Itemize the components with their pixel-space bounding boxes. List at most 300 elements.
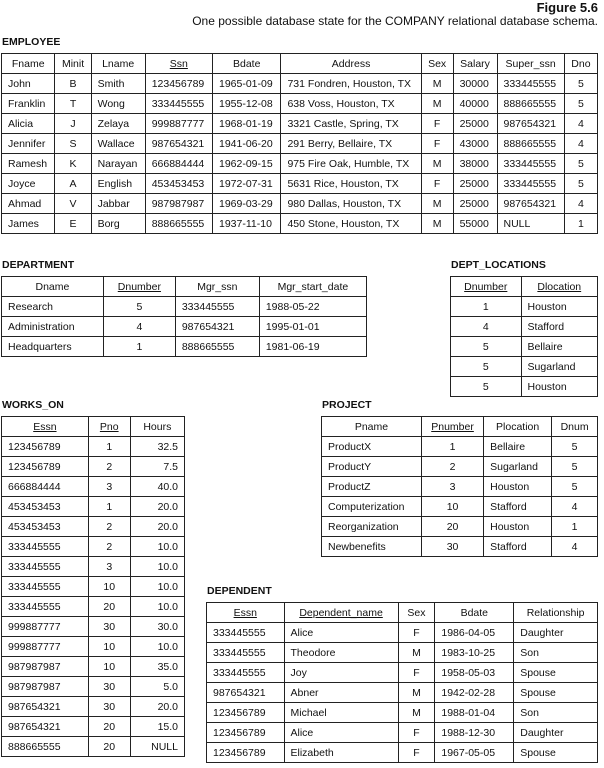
- project-table: [321, 416, 598, 557]
- table-cell: Daughter: [514, 723, 598, 743]
- table-cell: 10: [421, 497, 483, 517]
- table-cell: 30: [88, 697, 130, 717]
- table-cell: 1988-01-04: [435, 703, 514, 723]
- figure-caption: One possible database state for the COMPANY relational database schema.: [192, 14, 598, 28]
- table-row: [2, 174, 598, 194]
- table-cell: 333445555: [175, 297, 259, 317]
- table-cell: Stafford: [521, 317, 597, 337]
- table-row: [2, 94, 598, 114]
- table-cell: 10.0: [130, 577, 184, 597]
- table-row: [2, 537, 185, 557]
- table-cell: 5: [564, 74, 597, 94]
- table-cell: 731 Fondren, Houston, TX: [281, 74, 421, 94]
- table-cell: 987987987: [2, 657, 89, 677]
- table-cell: 987654321: [497, 114, 564, 134]
- column-header: Dno: [564, 54, 597, 74]
- table-cell: 5: [451, 377, 522, 397]
- table-cell: 123456789: [2, 437, 89, 457]
- table-cell: 333445555: [207, 663, 285, 683]
- table-cell: 25000: [453, 194, 497, 214]
- table-cell: 1981-06-19: [259, 337, 366, 357]
- table-cell: 975 Fire Oak, Humble, TX: [281, 154, 421, 174]
- table-cell: Spouse: [514, 663, 598, 683]
- table-cell: 5631 Rice, Houston, TX: [281, 174, 421, 194]
- column-header: Dname: [2, 277, 104, 297]
- table-row: [322, 457, 598, 477]
- table-cell: 1: [88, 437, 130, 457]
- table-cell: Headquarters: [2, 337, 104, 357]
- table-cell: 3: [421, 477, 483, 497]
- header-row: [2, 417, 185, 437]
- table-cell: M: [421, 154, 453, 174]
- table-cell: 25000: [453, 174, 497, 194]
- table-cell: M: [421, 194, 453, 214]
- table-cell: Alice: [284, 623, 398, 643]
- table-cell: 123456789: [145, 74, 212, 94]
- table-cell: 5: [564, 174, 597, 194]
- column-header: Dnumber: [103, 277, 175, 297]
- table-cell: 10.0: [130, 557, 184, 577]
- table-cell: ProductY: [322, 457, 422, 477]
- column-header: Pname: [322, 417, 422, 437]
- table-cell: Ahmad: [2, 194, 55, 214]
- table-cell: 987987987: [145, 194, 212, 214]
- table-cell: 10: [88, 637, 130, 657]
- table-cell: Elizabeth: [284, 743, 398, 763]
- table-cell: 333445555: [207, 623, 285, 643]
- table-cell: 1962-09-15: [212, 154, 280, 174]
- table-row: [451, 357, 598, 377]
- table-row: [2, 737, 185, 757]
- column-header: Pnumber: [421, 417, 483, 437]
- table-cell: 32.5: [130, 437, 184, 457]
- table-cell: Abner: [284, 683, 398, 703]
- table-cell: F: [421, 134, 453, 154]
- table-cell: English: [91, 174, 145, 194]
- table-cell: E: [55, 214, 91, 234]
- table-cell: Son: [514, 643, 598, 663]
- table-cell: Computerization: [322, 497, 422, 517]
- department-title: DEPARTMENT: [2, 259, 75, 271]
- table-cell: 888665555: [497, 134, 564, 154]
- table-cell: 333445555: [497, 154, 564, 174]
- column-header: Sex: [421, 54, 453, 74]
- table-cell: 987654321: [2, 717, 89, 737]
- column-header: Lname: [91, 54, 145, 74]
- table-cell: 638 Voss, Houston, TX: [281, 94, 421, 114]
- table-row: [2, 637, 185, 657]
- table-cell: F: [398, 743, 435, 763]
- table-cell: 4: [103, 317, 175, 337]
- table-cell: 1995-01-01: [259, 317, 366, 337]
- table-cell: A: [55, 174, 91, 194]
- table-cell: 1988-12-30: [435, 723, 514, 743]
- table-cell: 666884444: [2, 477, 89, 497]
- table-row: [322, 477, 598, 497]
- table-cell: 5: [552, 477, 598, 497]
- table-cell: 4: [552, 497, 598, 517]
- table-cell: 980 Dallas, Houston, TX: [281, 194, 421, 214]
- table-cell: 123456789: [207, 703, 285, 723]
- table-cell: 291 Berry, Bellaire, TX: [281, 134, 421, 154]
- table-cell: 4: [451, 317, 522, 337]
- table-cell: 888665555: [175, 337, 259, 357]
- table-cell: 20: [421, 517, 483, 537]
- column-header: Super_ssn: [497, 54, 564, 74]
- table-cell: 333445555: [497, 174, 564, 194]
- table-cell: Bellaire: [521, 337, 597, 357]
- table-cell: 20.0: [130, 497, 184, 517]
- table-row: [2, 557, 185, 577]
- table-cell: Houston: [484, 477, 552, 497]
- table-cell: Smith: [91, 74, 145, 94]
- table-cell: 2: [88, 537, 130, 557]
- table-cell: James: [2, 214, 55, 234]
- table-cell: 333445555: [2, 537, 89, 557]
- table-cell: Joyce: [2, 174, 55, 194]
- table-cell: 10.0: [130, 597, 184, 617]
- table-cell: 1968-01-19: [212, 114, 280, 134]
- column-header: Dependent_name: [284, 603, 398, 623]
- table-row: [2, 214, 598, 234]
- table-cell: 333445555: [207, 643, 285, 663]
- table-cell: 30: [88, 677, 130, 697]
- dept-locations-table: [450, 276, 598, 397]
- table-cell: 999887777: [2, 637, 89, 657]
- table-cell: Son: [514, 703, 598, 723]
- table-cell: 25000: [453, 114, 497, 134]
- table-cell: 666884444: [145, 154, 212, 174]
- table-cell: Franklin: [2, 94, 55, 114]
- table-cell: Daughter: [514, 623, 598, 643]
- table-row: [2, 134, 598, 154]
- table-cell: Houston: [484, 517, 552, 537]
- table-cell: 987654321: [497, 194, 564, 214]
- table-cell: 15.0: [130, 717, 184, 737]
- table-row: [322, 497, 598, 517]
- table-cell: 20: [88, 597, 130, 617]
- table-row: [207, 663, 598, 683]
- table-cell: Michael: [284, 703, 398, 723]
- table-cell: F: [398, 723, 435, 743]
- table-cell: 1958-05-03: [435, 663, 514, 683]
- table-cell: M: [398, 683, 435, 703]
- table-cell: John: [2, 74, 55, 94]
- table-cell: Sugarland: [521, 357, 597, 377]
- table-cell: F: [421, 174, 453, 194]
- table-row: [451, 377, 598, 397]
- table-cell: 1941-06-20: [212, 134, 280, 154]
- column-header: Sex: [398, 603, 435, 623]
- table-cell: NULL: [497, 214, 564, 234]
- table-cell: V: [55, 194, 91, 214]
- dept-locations-title: DEPT_LOCATIONS: [451, 259, 546, 271]
- column-header: Dnumber: [451, 277, 522, 297]
- table-cell: 1988-05-22: [259, 297, 366, 317]
- table-row: [322, 537, 598, 557]
- table-cell: 987654321: [2, 697, 89, 717]
- table-cell: Jennifer: [2, 134, 55, 154]
- table-row: [2, 597, 185, 617]
- header-row: [451, 277, 598, 297]
- table-cell: Stafford: [484, 537, 552, 557]
- table-cell: Wallace: [91, 134, 145, 154]
- table-cell: 7.5: [130, 457, 184, 477]
- table-cell: 123456789: [2, 457, 89, 477]
- dependent-table: [206, 602, 598, 763]
- table-row: [2, 617, 185, 637]
- table-cell: 123456789: [207, 723, 285, 743]
- table-cell: 20.0: [130, 697, 184, 717]
- table-row: [2, 697, 185, 717]
- project-title: PROJECT: [322, 399, 372, 411]
- table-row: [207, 643, 598, 663]
- table-cell: 4: [564, 194, 597, 214]
- table-cell: 987654321: [207, 683, 285, 703]
- table-cell: B: [55, 74, 91, 94]
- employee-title: EMPLOYEE: [2, 36, 61, 48]
- column-header: Relationship: [514, 603, 598, 623]
- table-cell: 10: [88, 577, 130, 597]
- table-cell: 1: [552, 517, 598, 537]
- table-cell: 1: [88, 497, 130, 517]
- table-cell: K: [55, 154, 91, 174]
- figure-label: Figure 5.6: [536, 0, 598, 15]
- table-cell: Narayan: [91, 154, 145, 174]
- table-cell: 10: [88, 657, 130, 677]
- table-cell: 999887777: [145, 114, 212, 134]
- table-cell: 5: [564, 94, 597, 114]
- table-cell: 10.0: [130, 637, 184, 657]
- table-row: [2, 74, 598, 94]
- table-cell: Houston: [521, 297, 597, 317]
- table-cell: 55000: [453, 214, 497, 234]
- table-cell: 453453453: [2, 517, 89, 537]
- table-cell: T: [55, 94, 91, 114]
- table-cell: 5: [552, 457, 598, 477]
- column-header: Dnum: [552, 417, 598, 437]
- table-cell: 30: [88, 617, 130, 637]
- table-cell: 888665555: [497, 94, 564, 114]
- table-cell: Research: [2, 297, 104, 317]
- column-header: Bdate: [212, 54, 280, 74]
- table-cell: Borg: [91, 214, 145, 234]
- table-cell: 333445555: [2, 557, 89, 577]
- table-row: [2, 677, 185, 697]
- header-row: [2, 277, 367, 297]
- column-header: Essn: [207, 603, 285, 623]
- table-cell: 3321 Castle, Spring, TX: [281, 114, 421, 134]
- table-cell: 1967-05-05: [435, 743, 514, 763]
- table-cell: 30: [421, 537, 483, 557]
- table-cell: 5.0: [130, 677, 184, 697]
- table-cell: 5: [552, 437, 598, 457]
- table-cell: 987987987: [2, 677, 89, 697]
- works-on-table: [1, 416, 185, 757]
- table-row: [2, 497, 185, 517]
- table-cell: 5: [451, 357, 522, 377]
- table-cell: Sugarland: [484, 457, 552, 477]
- table-row: [207, 623, 598, 643]
- header-row: [322, 417, 598, 437]
- column-header: Plocation: [484, 417, 552, 437]
- table-cell: 1937-11-10: [212, 214, 280, 234]
- table-cell: 888665555: [2, 737, 89, 757]
- table-cell: Joy: [284, 663, 398, 683]
- table-cell: 1972-07-31: [212, 174, 280, 194]
- table-cell: Administration: [2, 317, 104, 337]
- table-cell: 3: [88, 477, 130, 497]
- table-cell: F: [398, 663, 435, 683]
- table-row: [2, 114, 598, 134]
- table-cell: Ramesh: [2, 154, 55, 174]
- table-cell: 30.0: [130, 617, 184, 637]
- table-cell: Spouse: [514, 683, 598, 703]
- table-row: [2, 337, 367, 357]
- column-header: Address: [281, 54, 421, 74]
- table-cell: Alicia: [2, 114, 55, 134]
- table-cell: S: [55, 134, 91, 154]
- table-cell: M: [398, 643, 435, 663]
- table-cell: 453453453: [145, 174, 212, 194]
- table-row: [2, 297, 367, 317]
- table-cell: M: [421, 94, 453, 114]
- table-cell: Stafford: [484, 497, 552, 517]
- table-cell: 453453453: [2, 497, 89, 517]
- table-row: [451, 297, 598, 317]
- table-cell: Reorganization: [322, 517, 422, 537]
- table-cell: 1955-12-08: [212, 94, 280, 114]
- table-row: [2, 577, 185, 597]
- table-cell: 3: [88, 557, 130, 577]
- column-header: Ssn: [145, 54, 212, 74]
- table-cell: 2: [88, 457, 130, 477]
- table-cell: 5: [451, 337, 522, 357]
- column-header: Bdate: [435, 603, 514, 623]
- column-header: Essn: [2, 417, 89, 437]
- table-cell: F: [421, 114, 453, 134]
- table-cell: 333445555: [2, 597, 89, 617]
- table-row: [207, 723, 598, 743]
- table-cell: 5: [564, 154, 597, 174]
- table-cell: 20: [88, 717, 130, 737]
- header-row: [207, 603, 598, 623]
- table-row: [2, 154, 598, 174]
- table-cell: F: [398, 623, 435, 643]
- table-cell: 1: [564, 214, 597, 234]
- table-row: [2, 194, 598, 214]
- table-cell: 2: [421, 457, 483, 477]
- table-cell: 4: [552, 537, 598, 557]
- table-cell: Wong: [91, 94, 145, 114]
- table-cell: 20.0: [130, 517, 184, 537]
- table-row: [207, 743, 598, 763]
- table-row: [451, 337, 598, 357]
- table-cell: 4: [564, 114, 597, 134]
- table-cell: M: [421, 214, 453, 234]
- table-cell: Zelaya: [91, 114, 145, 134]
- column-header: Mgr_start_date: [259, 277, 366, 297]
- table-cell: 5: [103, 297, 175, 317]
- table-cell: Houston: [521, 377, 597, 397]
- table-row: [2, 477, 185, 497]
- table-cell: 987654321: [145, 134, 212, 154]
- table-cell: 987654321: [175, 317, 259, 337]
- table-row: [2, 657, 185, 677]
- table-cell: Theodore: [284, 643, 398, 663]
- column-header: Salary: [453, 54, 497, 74]
- table-cell: 20: [88, 737, 130, 757]
- table-row: [451, 317, 598, 337]
- table-cell: 1: [103, 337, 175, 357]
- table-cell: 999887777: [2, 617, 89, 637]
- table-cell: 1969-03-29: [212, 194, 280, 214]
- table-cell: 1965-01-09: [212, 74, 280, 94]
- table-cell: 35.0: [130, 657, 184, 677]
- table-cell: 888665555: [145, 214, 212, 234]
- table-cell: 1: [421, 437, 483, 457]
- table-cell: 43000: [453, 134, 497, 154]
- table-row: [2, 457, 185, 477]
- table-cell: 1986-04-05: [435, 623, 514, 643]
- table-cell: 4: [564, 134, 597, 154]
- table-cell: Alice: [284, 723, 398, 743]
- table-cell: 30000: [453, 74, 497, 94]
- table-cell: M: [398, 703, 435, 723]
- table-cell: 40000: [453, 94, 497, 114]
- table-cell: Newbenefits: [322, 537, 422, 557]
- table-cell: 450 Stone, Houston, TX: [281, 214, 421, 234]
- department-table: [1, 276, 367, 357]
- table-row: [2, 517, 185, 537]
- column-header: Fname: [2, 54, 55, 74]
- column-header: Mgr_ssn: [175, 277, 259, 297]
- table-cell: 1: [451, 297, 522, 317]
- table-row: [2, 717, 185, 737]
- table-cell: M: [421, 74, 453, 94]
- table-cell: 333445555: [2, 577, 89, 597]
- table-cell: 10.0: [130, 537, 184, 557]
- table-cell: ProductZ: [322, 477, 422, 497]
- table-row: [322, 437, 598, 457]
- table-row: [207, 683, 598, 703]
- table-cell: 333445555: [145, 94, 212, 114]
- table-cell: 2: [88, 517, 130, 537]
- table-cell: ProductX: [322, 437, 422, 457]
- table-row: [2, 317, 367, 337]
- table-cell: 40.0: [130, 477, 184, 497]
- header-row: [2, 54, 598, 74]
- works-on-title: WORKS_ON: [2, 399, 64, 411]
- column-header: Pno: [88, 417, 130, 437]
- table-cell: Spouse: [514, 743, 598, 763]
- table-cell: 123456789: [207, 743, 285, 763]
- table-cell: Jabbar: [91, 194, 145, 214]
- employee-table: [1, 53, 598, 234]
- table-cell: Bellaire: [484, 437, 552, 457]
- table-cell: NULL: [130, 737, 184, 757]
- column-header: Hours: [130, 417, 184, 437]
- table-row: [322, 517, 598, 537]
- table-row: [207, 703, 598, 723]
- table-cell: J: [55, 114, 91, 134]
- table-cell: 1942-02-28: [435, 683, 514, 703]
- table-cell: 38000: [453, 154, 497, 174]
- table-row: [2, 437, 185, 457]
- table-cell: 333445555: [497, 74, 564, 94]
- table-cell: 1983-10-25: [435, 643, 514, 663]
- dependent-title: DEPENDENT: [207, 585, 272, 597]
